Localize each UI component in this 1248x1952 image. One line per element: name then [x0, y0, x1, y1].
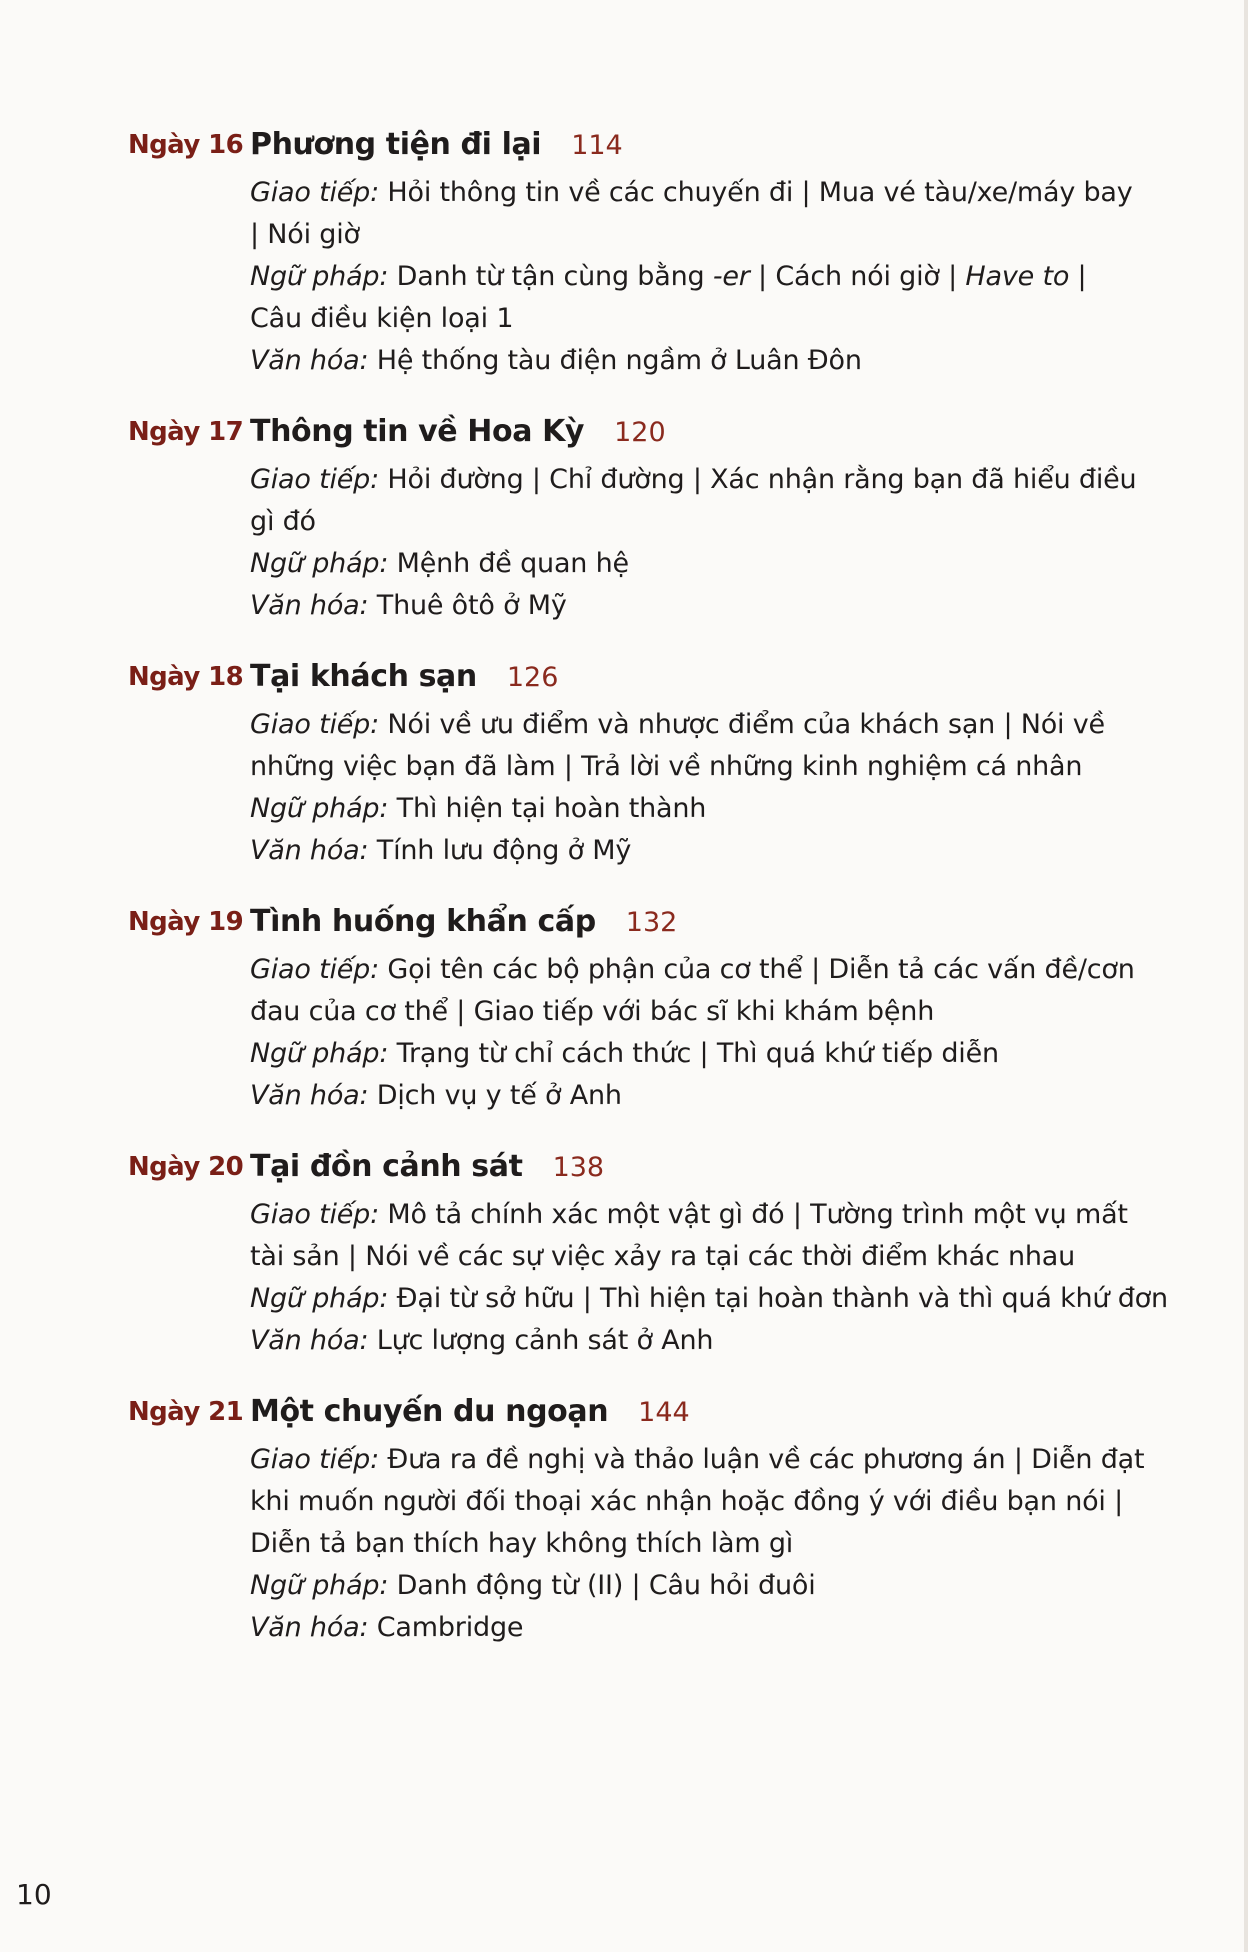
entry-line: [250, 1033, 1168, 1075]
day-label: Ngày 19: [128, 907, 244, 937]
lesson-title: Một chuyến du ngoạn: [250, 1394, 609, 1429]
line-text: Thuê ôtô ở Mỹ: [368, 590, 567, 621]
toc-entry: [128, 409, 1168, 627]
entry-body: [250, 899, 1168, 1117]
entry-line: [250, 746, 1168, 788]
lesson-page-number: 126: [506, 662, 559, 693]
entry-line: [250, 543, 1168, 585]
entry-heading: [250, 1144, 1168, 1194]
entry-body: [250, 409, 1168, 627]
line-text: những việc bạn đã làm | Trả lời về những kinh nghiệm cá nhân: [250, 751, 1083, 782]
line-label: Giao tiếp:: [250, 1444, 380, 1475]
line-text: Cambridge: [368, 1612, 524, 1643]
entry-lines: [250, 949, 1168, 1117]
entry-line: [250, 991, 1168, 1033]
line-text: tài sản | Nói về các sự việc xảy ra tại các thời điểm khác nhau: [250, 1241, 1076, 1272]
lesson-title: Tại đồn cảnh sát: [250, 1149, 523, 1184]
entry-heading: [250, 122, 1168, 172]
lesson-title: Tại khách sạn: [250, 659, 477, 694]
line-text: Danh từ tận cùng bằng: [388, 261, 713, 292]
line-text: gì đó: [250, 506, 316, 537]
line-label: Ngữ pháp:: [250, 793, 389, 824]
entry-line: [250, 1236, 1168, 1278]
page-number: 10: [16, 1878, 52, 1911]
line-text: Thì hiện tại hoàn thành: [388, 793, 707, 824]
line-text: Gọi tên các bộ phận của cơ thể | Diễn tả các vấn đề/cơn: [379, 954, 1135, 985]
line-label: Ngữ pháp:: [250, 1038, 389, 1069]
entry-body: [250, 122, 1168, 382]
line-text: Mệnh đề quan hệ: [388, 548, 629, 579]
line-label: Giao tiếp:: [250, 709, 380, 740]
line-label: Giao tiếp:: [250, 464, 380, 495]
entry-line: [250, 1481, 1168, 1523]
entry-line: [250, 214, 1168, 256]
entry-line: [250, 501, 1168, 543]
line-label: Giao tiếp:: [250, 954, 380, 985]
line-label: Ngữ pháp:: [250, 1283, 389, 1314]
page-edge: [1244, 0, 1248, 1952]
line-text: Danh động từ (II) | Câu hỏi đuôi: [388, 1570, 816, 1601]
entry-line: [250, 949, 1168, 991]
lesson-title: Thông tin về Hoa Kỳ: [250, 414, 585, 449]
lesson-page-number: 120: [614, 417, 666, 448]
line-text: Hỏi đường | Chỉ đường | Xác nhận rằng bạn đã hiểu điều: [379, 464, 1137, 495]
entry-heading: [250, 409, 1168, 459]
day-label: Ngày 16: [128, 130, 244, 160]
entry-line: [250, 1320, 1168, 1362]
entry-line: [250, 1607, 1168, 1649]
line-text: | Nói giờ: [250, 219, 360, 250]
line-label: Văn hóa:: [250, 835, 369, 866]
lesson-page-number: 114: [571, 130, 623, 161]
day-label: Ngày 20: [128, 1152, 244, 1182]
day-label: Ngày 17: [128, 417, 244, 447]
line-label: -er: [712, 261, 750, 292]
line-label: Ngữ pháp:: [250, 548, 389, 579]
toc-entry: [128, 1389, 1168, 1649]
line-text: khi muốn người đối thoại xác nhận hoặc đồng ý với điều bạn nói |: [250, 1486, 1124, 1517]
line-text: Hỏi thông tin về các chuyến đi | Mua vé tàu/xe/máy bay: [379, 177, 1133, 208]
entry-body: [250, 654, 1168, 872]
entry-line: [250, 1194, 1168, 1236]
line-label: Văn hóa:: [250, 345, 369, 376]
line-label: Ngữ pháp:: [250, 1570, 389, 1601]
entry-line: [250, 1278, 1168, 1320]
entry-line: [250, 172, 1168, 214]
line-text: Hệ thống tàu điện ngầm ở Luân Đôn: [368, 345, 862, 376]
entry-line: [250, 459, 1168, 501]
line-label: Giao tiếp:: [250, 177, 380, 208]
entry-lines: [250, 704, 1168, 872]
line-text: Nói về ưu điểm và nhược điểm của khách sạn | Nói về: [379, 709, 1105, 740]
toc-entry: [128, 654, 1168, 872]
line-text: Trạng từ chỉ cách thức | Thì quá khứ tiếp diễn: [388, 1038, 999, 1069]
line-label: Giao tiếp:: [250, 1199, 380, 1230]
entry-line: [250, 340, 1168, 382]
line-label: Văn hóa:: [250, 1612, 369, 1643]
lesson-title: Phương tiện đi lại: [250, 127, 542, 162]
entry-line: [250, 585, 1168, 627]
entry-lines: [250, 1194, 1168, 1362]
line-label: Ngữ pháp:: [250, 261, 389, 292]
entry-heading: [250, 1389, 1168, 1439]
line-label: Have to: [965, 261, 1070, 292]
line-text: Dịch vụ y tế ở Anh: [368, 1080, 622, 1111]
entry-lines: [250, 1439, 1168, 1649]
line-text: Tính lưu động ở Mỹ: [368, 835, 632, 866]
line-text: Mô tả chính xác một vật gì đó | Tường trình một vụ mất: [379, 1199, 1128, 1230]
entry-body: [250, 1144, 1168, 1362]
lesson-title: Tình huống khẩn cấp: [250, 904, 596, 939]
line-text: Đưa ra đề nghị và thảo luận về các phương án | Diễn đạt: [379, 1444, 1145, 1475]
entry-line: [250, 256, 1168, 298]
entry-line: [250, 298, 1168, 340]
entry-line: [250, 830, 1168, 872]
entry-line: [250, 788, 1168, 830]
line-text: |: [1069, 261, 1087, 292]
lesson-page-number: 132: [625, 907, 678, 938]
entry-heading: [250, 654, 1168, 704]
line-label: Văn hóa:: [250, 590, 369, 621]
line-label: Văn hóa:: [250, 1080, 369, 1111]
entry-line: [250, 704, 1168, 746]
line-text: Câu điều kiện loại 1: [250, 303, 514, 334]
line-text: Đại từ sở hữu | Thì hiện tại hoàn thành và thì quá khứ đơn: [388, 1283, 1168, 1314]
lesson-page-number: 144: [638, 1397, 690, 1428]
entry-heading: [250, 899, 1168, 949]
entry-line: [250, 1075, 1168, 1117]
lesson-page-number: 138: [552, 1152, 605, 1183]
day-label: Ngày 18: [128, 662, 244, 692]
entry-line: [250, 1523, 1168, 1565]
entry-line: [250, 1565, 1168, 1607]
entry-lines: [250, 172, 1168, 382]
toc-entry: [128, 899, 1168, 1117]
day-label: Ngày 21: [128, 1397, 244, 1427]
toc-entry: [128, 122, 1168, 382]
line-text: Diễn tả bạn thích hay không thích làm gì: [250, 1528, 794, 1559]
line-label: Văn hóa:: [250, 1325, 369, 1356]
table-of-contents: [128, 122, 1168, 1676]
toc-entry: [128, 1144, 1168, 1362]
line-text: đau của cơ thể | Giao tiếp với bác sĩ khi khám bệnh: [250, 996, 935, 1027]
entry-line: [250, 1439, 1168, 1481]
line-text: | Cách nói giờ |: [749, 261, 966, 292]
line-text: Lực lượng cảnh sát ở Anh: [368, 1325, 714, 1356]
entry-body: [250, 1389, 1168, 1649]
entry-lines: [250, 459, 1168, 627]
